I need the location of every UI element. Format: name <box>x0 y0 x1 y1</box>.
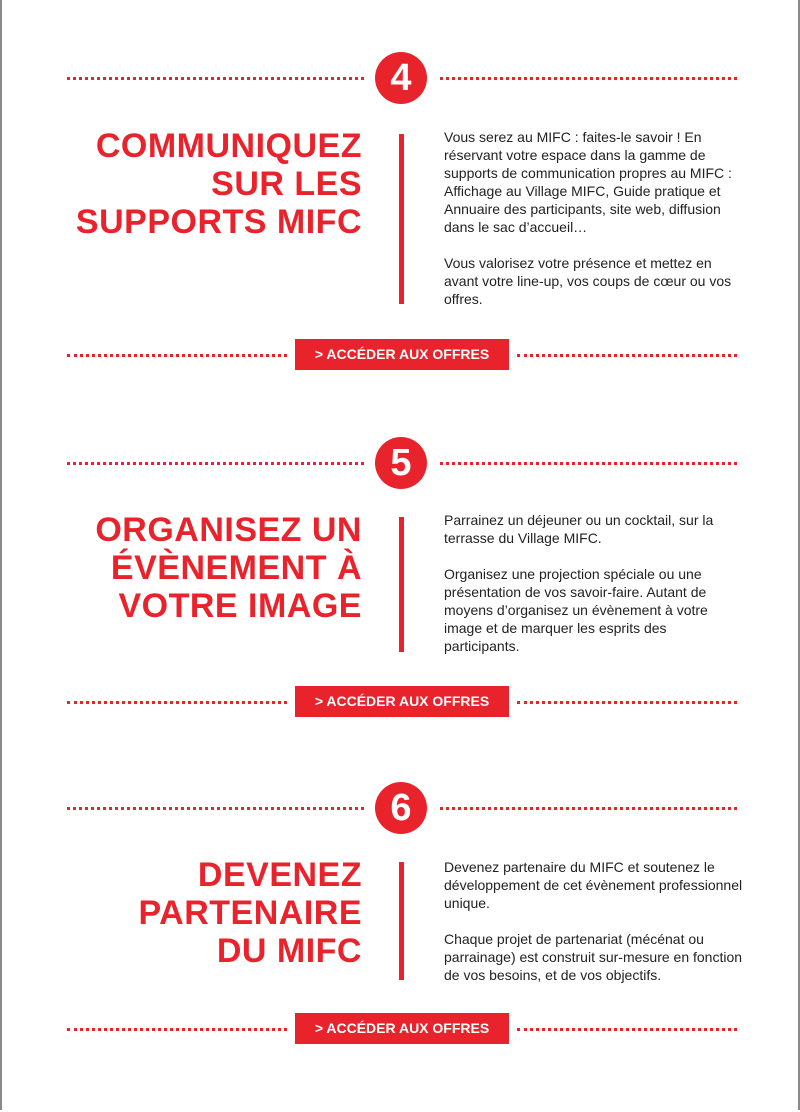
description-paragraph: Vous serez au MIFC : faites-le savoir ! En réservant votre espace dans la gamme de supports de communication propres au MIFC : Affichage au Village MIFC, Guide pratique et Annuaire des participants, site web, diffusion dans le sac d’accueil… <box>444 129 732 235</box>
title-line: VOTRE IMAGE <box>118 587 362 625</box>
title-line: DEVENEZ <box>197 856 362 894</box>
title-line: COMMUNIQUEZ <box>95 127 362 165</box>
section-devenez <box>2 782 800 1112</box>
title-line: SUR LES <box>211 165 362 203</box>
step-number-badge: 5 <box>375 437 427 489</box>
divider-dots-right <box>517 1028 737 1031</box>
vertical-divider <box>399 862 404 980</box>
description-paragraph: Parrainez un déjeuner ou un cocktail, sur la terrasse du Village MIFC. <box>444 512 714 546</box>
section-title <box>42 127 362 241</box>
description-paragraph: Chaque projet de partenariat (mécénat ou parrainage) est construit sur-mesure en fonction de vos besoins, et de vos objectifs. <box>444 931 743 983</box>
divider-dots-right <box>517 354 737 357</box>
divider-dots-right <box>440 807 737 810</box>
vertical-divider <box>399 517 404 652</box>
divider-dots-left <box>67 807 364 810</box>
divider-dots-left <box>67 1028 287 1031</box>
section-description <box>444 858 744 1002</box>
description-paragraph: Organisez une projection spéciale ou une présentation de vos savoir-faire. Autant de moyens d’organisez un évènement à votre image et de marquer les esprits des participants. <box>444 566 708 654</box>
section-title <box>42 511 362 625</box>
divider-dots-left <box>67 354 287 357</box>
title-line: PARTENAIRE <box>138 894 362 932</box>
section-description <box>444 511 744 673</box>
divider-dots-left <box>67 462 364 465</box>
section-description <box>444 128 744 326</box>
title-line: ÉVÈNEMENT À <box>110 549 362 587</box>
title-line: DU MIFC <box>216 932 362 970</box>
divider-dots-right <box>440 77 737 80</box>
section-communiquez <box>2 52 800 382</box>
vertical-divider <box>399 134 404 304</box>
description-paragraph: Devenez partenaire du MIFC et soutenez le développement de cet évènement professionnel unique. <box>444 859 743 911</box>
title-line: ORGANISEZ UN <box>95 511 362 549</box>
divider-dots-right <box>517 701 737 704</box>
description-paragraph: Vous valorisez votre présence et mettez en avant votre line-up, vos coups de cœur ou vos offres. <box>444 255 732 307</box>
title-line: SUPPORTS MIFC <box>75 203 362 241</box>
step-number-badge: 4 <box>375 52 427 104</box>
section-title <box>42 856 362 970</box>
access-offers-button[interactable]: > ACCÉDER AUX OFFRES <box>295 1013 509 1044</box>
access-offers-button[interactable]: > ACCÉDER AUX OFFRES <box>295 686 509 717</box>
divider-dots-left <box>67 701 287 704</box>
step-number-badge: 6 <box>375 782 427 834</box>
section-organisez <box>2 437 800 767</box>
divider-dots-left <box>67 77 364 80</box>
divider-dots-right <box>440 462 737 465</box>
access-offers-button[interactable]: > ACCÉDER AUX OFFRES <box>295 339 509 370</box>
